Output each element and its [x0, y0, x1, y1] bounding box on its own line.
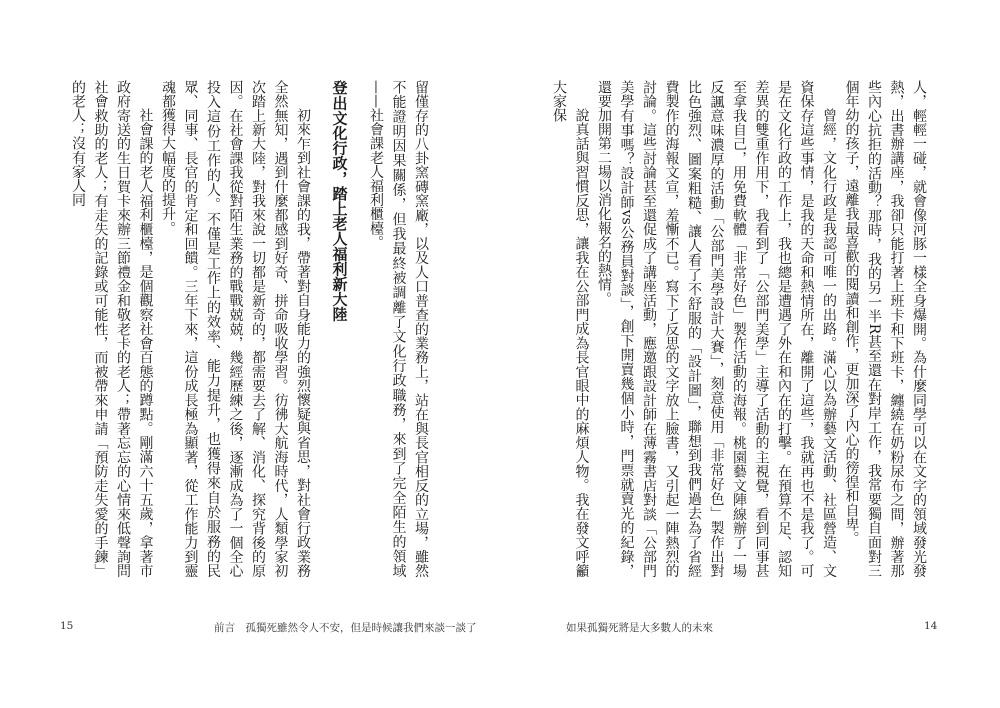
right-page-text [538, 80, 930, 578]
paragraph: 留僅存的八卦窯磚窯廠，以及人口普查的業務上，站在與長官相反的立場，雖然不能證明因果關係，但我最終被調離了文化行政職務，來到了完全陌生的領域——社會課老人福利櫃檯。 [368, 80, 429, 578]
paragraph: 曾經，文化行政是我認可唯一的出路。滿心以為辦藝文活動、社區營造、文資保存這些事情，是我的天命和熱情所在，離開了這些，我就再也不是我了。可是在文化行政的工作上，我也總是遭遇了外在和內在的打擊。在預算不足、認知差異的雙重作用下，我看到了「公部門美學」主導了活動的主視覺，看到同事甚至拿我自己，用免費軟體「非常好色」製作活動的海報。桃園藝文陣線辦了一場反諷意味濃厚的活動「公部門美學設計大賽」，刻意使用「非常好色」製作出對比色強烈、圖案粗糙、讓人看了不舒服的「設計圖」，聯想到我們過去為了省經費製作的海報文宣，羞慚不已。寫下了反思的文字放上臉書，又引起一陣熱烈的討論。這些討論甚至還促成了講座活動，應邀跟設計師在薄霧書店對談「公部門美學有事嗎？設計師vs公務員對談」，創下開賣幾個小時，門票就賣光的紀錄，還要加開第二場以消化報名的熱情。 [596, 80, 837, 578]
running-head: 如果孤獨死將是大多數人的未來 [566, 622, 713, 634]
paragraph: 初來乍到社會課的我，帶著對自身能力的強烈懷疑與省思，對社會行政業務全然無知，遇到什麼都感到好奇、拼命吸收學習。彷彿大航海時代，人類學家初次踏上新大陸，對我來說一切都是新奇的，都需要去了解、消化、探究背後的原因。在社會課我從對陌生業務的戰戰兢兢，幾經歷練之後，逐漸成為了一個全心投入這份工作的人。不僅是工作上的效率、能力提升，也獲得來自於服務的民眾、同事、長官的肯定和回饋。三年下來，這份成長極為顯著，從工作能力到靈魂都獲得大幅度的提升。 [160, 80, 311, 578]
paragraph: 社會課的老人福利櫃檯，是個觀察社會百態的蹲點。剛滿六十五歲，拿著市政府寄送的生日賀卡來辦三節禮金和敬老卡的老人；帶著忘忘的心情來低聲詢問社會救助的老人；有走失的記錄或可能性，而被帶來申請「預防走失愛的手鍊」的老人；沒有家人同 [70, 80, 154, 578]
paragraph: 說真話與習慣反思，讓我在公部門成為長官眼中的麻煩人物。我在發文呼籲大家保 [551, 80, 590, 578]
left-page-text [60, 80, 432, 578]
section-heading: 登出文化行政，踏上老人福利新大陸 [330, 80, 349, 322]
right-page [500, 0, 1000, 708]
paragraph: 人，輕輕一碰，就會像河豚一樣全身爆開。為什麼同學可以在文字的領域發光發熱，出書辦講座，我卻只能打著上班卡和下班卡，纏繞在奶粉尿布之間，辦著那些內心抗拒的活動？那時，我的另一半R甚至還在對岸工作，我常要獨自面對三個年幼的孩子，遠離我最喜歡的閱讀和創作，更加深了內心的徬徨和自卑。 [843, 80, 927, 578]
page-number: 14 [924, 620, 938, 632]
page-number: 15 [60, 620, 74, 632]
running-head: 前言 孤獨死雖然令人不安，但是時候讓我們來談一談了 [214, 622, 477, 634]
